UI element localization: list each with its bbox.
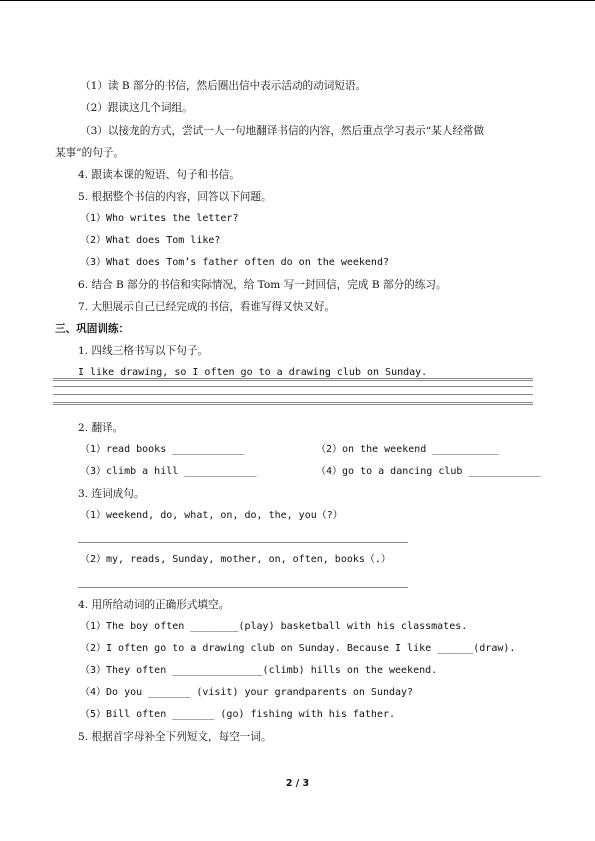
q3-item: （2）my, reads, Sunday, mother, on, often, books（.） <box>80 554 391 565</box>
answer-line[interactable] <box>78 587 408 588</box>
q3-item: （1）weekend, do, what, on, do, the, you（?） <box>80 510 343 521</box>
instruction-line: 7. 大胆展示自己已经完成的书信，看谁写得又快又好。 <box>78 301 336 313</box>
q4-item[interactable]: （5）Bill often _______ (go) fishing with his father. <box>80 709 396 720</box>
q1-sentence: I like drawing, so I often go to a drawing club on Sunday. <box>78 367 428 378</box>
q3-title: 3. 连词成句。 <box>78 488 145 500</box>
q4-item[interactable]: （2）I often go to a drawing club on Sunday. Because I like ______(draw). <box>80 643 516 654</box>
q2-title: 2. 翻译。 <box>78 422 124 434</box>
q4-title: 4. 用所给动词的正确形式填空。 <box>78 599 230 611</box>
grid-rule <box>53 378 533 381</box>
question-line: （2）What does Tom like? <box>80 235 221 246</box>
q4-item[interactable]: （3）They often _______________(climb) hills on the weekend. <box>80 665 438 676</box>
instruction-line: （2）跟读这几个词组。 <box>80 102 193 114</box>
grid-rule <box>53 394 533 395</box>
q1-title: 1. 四线三格书写以下句子。 <box>78 345 209 357</box>
header-rule <box>0 0 595 1</box>
q4-item[interactable]: （1）The boy often ________(play) basketball with his classmates. <box>80 621 468 632</box>
q2-item[interactable]: （4）go to a dancing club ____________ <box>316 466 541 477</box>
q2-item[interactable]: （3）climb a hill ____________ <box>80 466 257 477</box>
q2-item[interactable]: （2）on the weekend ___________ <box>316 444 499 455</box>
answer-line[interactable] <box>78 542 408 543</box>
page-number: 2 / 3 <box>285 778 310 789</box>
section-title: 三、巩固训练： <box>55 323 130 335</box>
instruction-line: （1）读 B 部分的书信，然后圈出信中表示活动的动词短语。 <box>80 80 367 92</box>
four-line-grid[interactable] <box>53 378 533 408</box>
instruction-line: （3）以接龙的方式，尝试一人一句地翻译书信的内容，然后重点学习表示“某人经常做 <box>80 125 485 137</box>
instruction-line: 4. 跟读本课的短语、句子和书信。 <box>78 169 240 181</box>
q5-title: 5. 根据首字母补全下列短文，每空一词。 <box>78 731 272 743</box>
question-line: （3）What does Tom’s father often do on the weekend? <box>80 257 389 268</box>
instruction-line: 某事”的句子。 <box>55 147 124 159</box>
q2-item[interactable]: （1）read books ____________ <box>80 444 245 455</box>
q4-item[interactable]: （4）Do you _______ (visit) your grandparents on Sunday? <box>80 687 414 698</box>
instruction-line: 6. 结合 B 部分的书信和实际情况，给 Tom 写一封回信，完成 B 部分的练习。 <box>78 279 447 291</box>
grid-rule <box>53 386 533 387</box>
instruction-line: 5. 根据整个书信的内容，回答以下问题。 <box>78 191 272 203</box>
grid-rule <box>53 402 533 405</box>
question-line: （1）Who writes the letter? <box>80 213 239 224</box>
